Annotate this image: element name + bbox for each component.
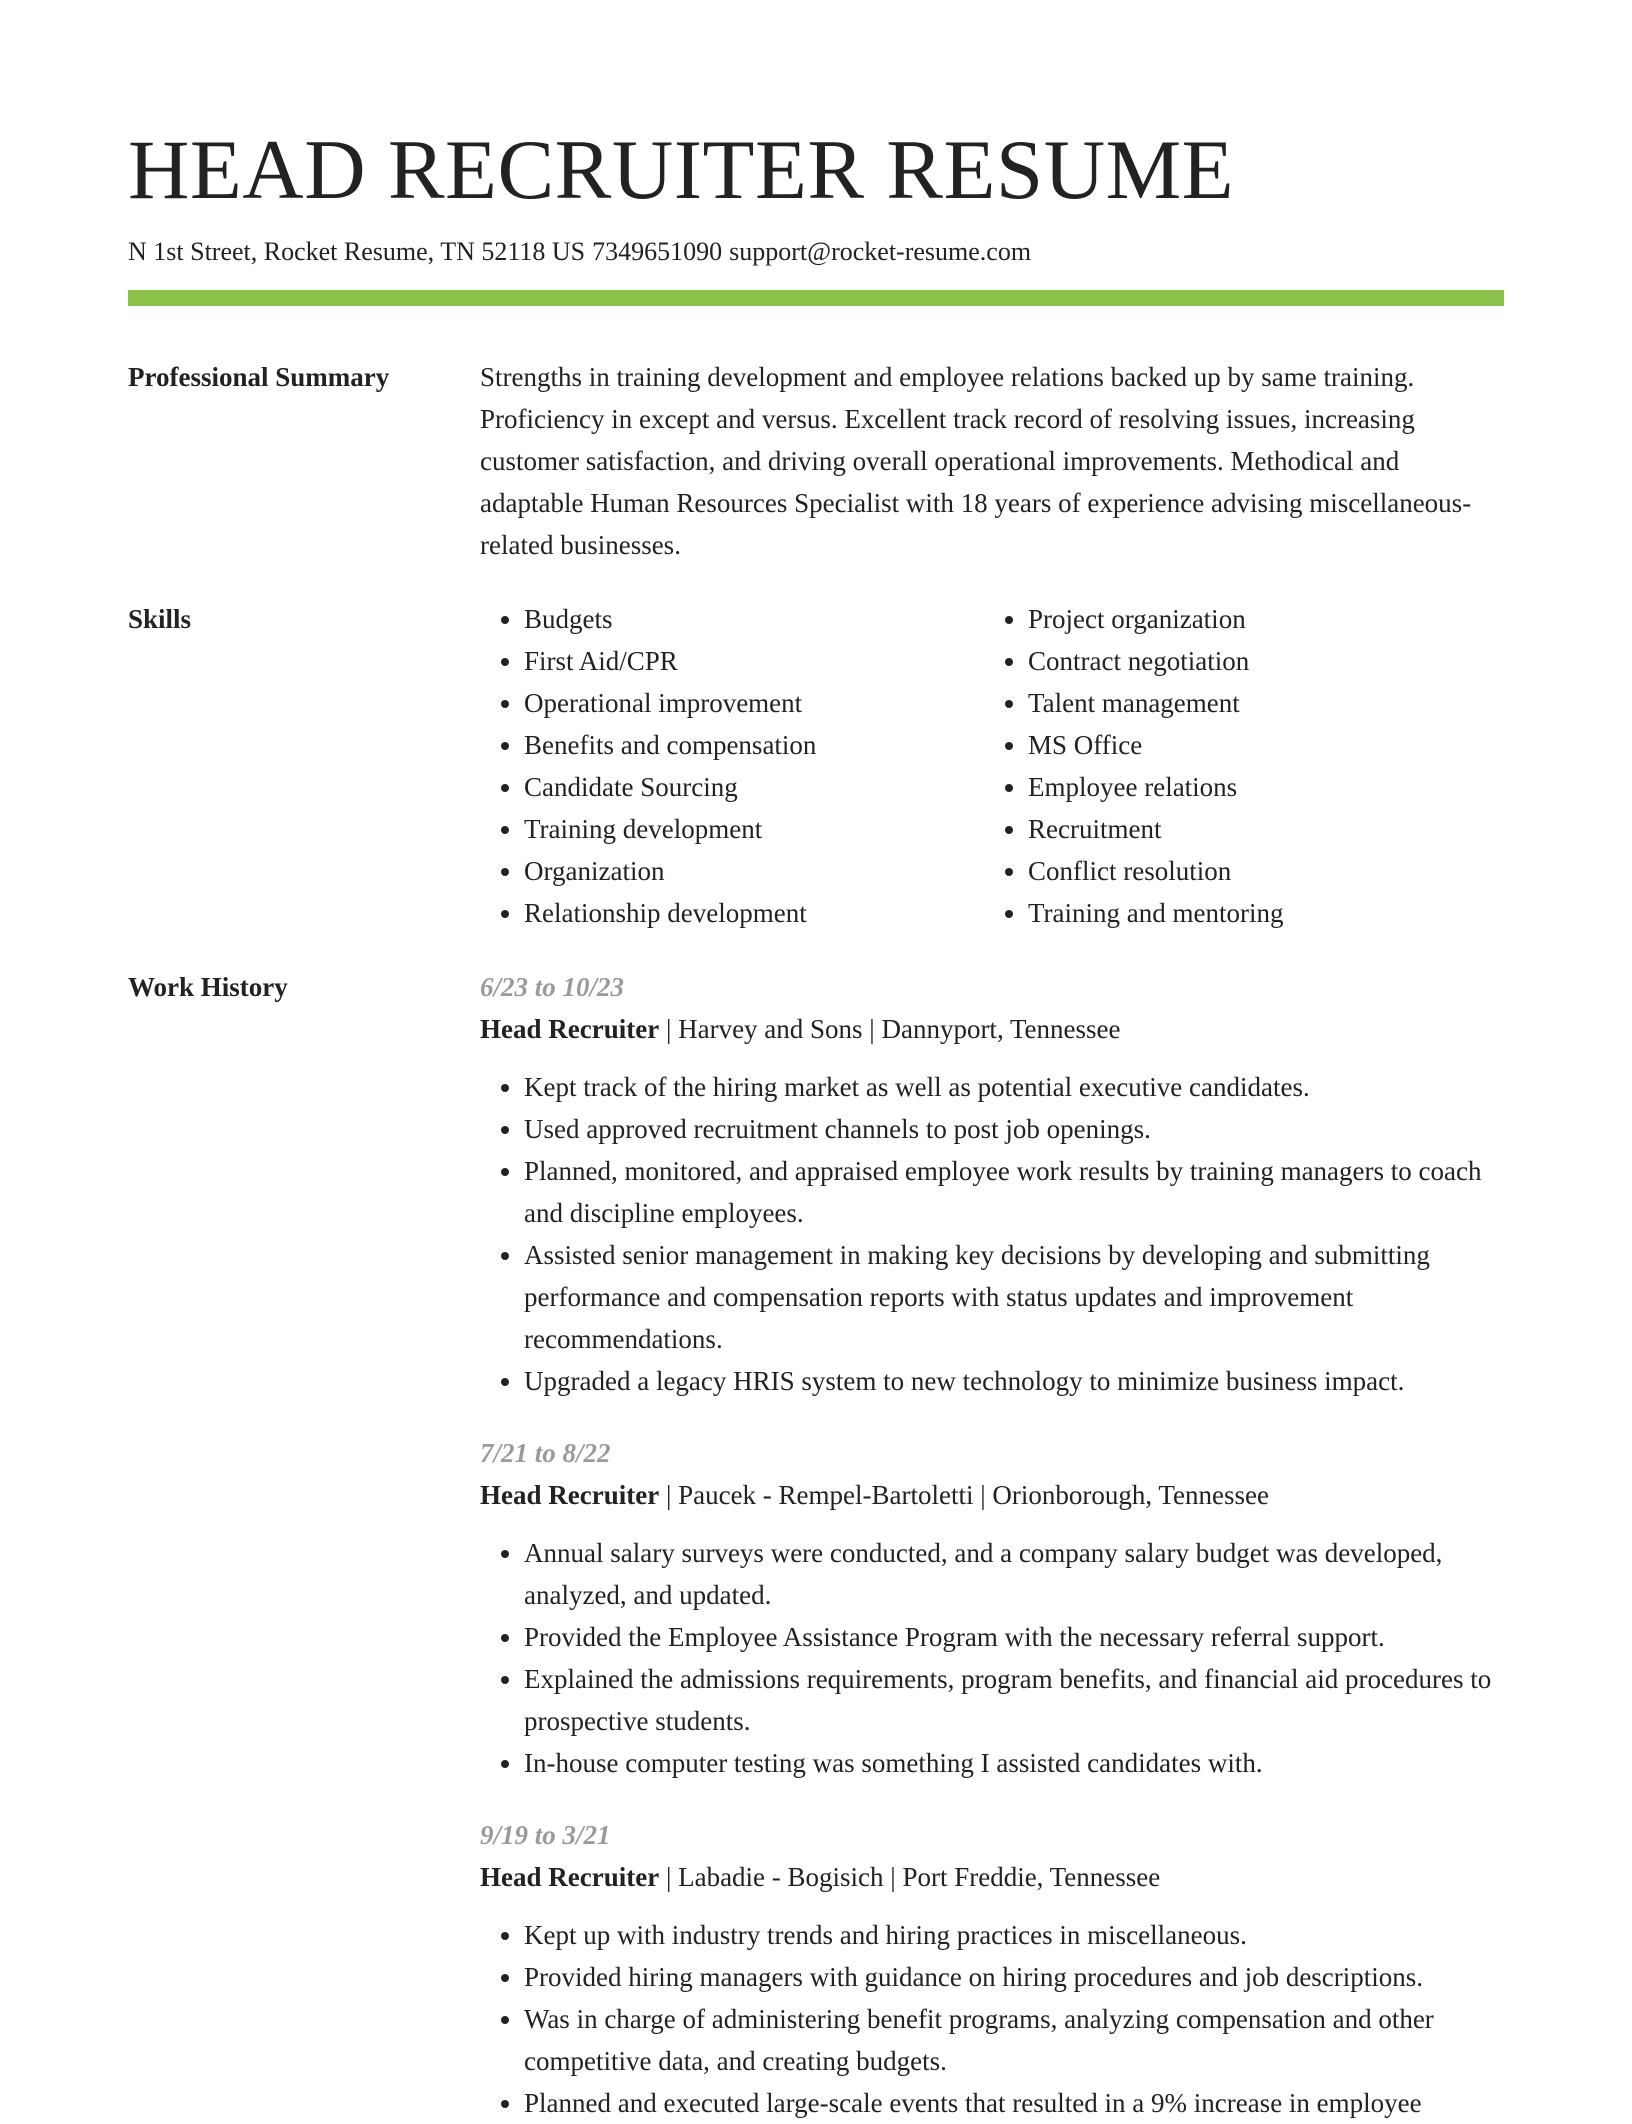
job-bullets: [480, 1066, 1504, 1402]
job-bullet: • Annual salary surveys were conducted, and a company salary budget was developed, analyzed, and updated.: [524, 1532, 1504, 1616]
skill-item: • Organization: [524, 850, 984, 892]
skills-section: [128, 598, 1504, 934]
skill-item: • Budgets: [524, 598, 984, 640]
job-dates: 6/23 to 10/23: [480, 972, 625, 1002]
job-bullet: • Kept up with industry trends and hiring practices in miscellaneous.: [524, 1914, 1504, 1956]
contact-address: N 1st Street, Rocket Resume, TN 52118 US: [128, 237, 586, 266]
skill-item: • Employee relations: [1028, 766, 1284, 808]
resume-title: HEAD RECRUITER RESUME: [128, 123, 1235, 217]
skill-item: • Relationship development: [524, 892, 984, 934]
contact-email: support@rocket-resume.com: [729, 237, 1032, 266]
skill-item: • MS Office: [1028, 724, 1284, 766]
job-bullet: • Planned and executed large-scale events that resulted in a 9% increase in employee: [524, 2082, 1504, 2124]
job-bullets: [480, 1914, 1504, 2124]
skill-item: • Training and mentoring: [1028, 892, 1284, 934]
job-heading: [480, 1008, 1504, 1050]
job-entry: [480, 966, 1504, 1402]
contact-phone: 7349651090: [592, 237, 723, 266]
skill-item: • Operational improvement: [524, 682, 984, 724]
skills-body: [480, 598, 1504, 934]
summary-text: Strengths in training development and employee relations backed up by same training. Proficiency in except and versus. Excellent track record of resolving issues, increasing customer satisfaction, and driving overall operational improvements. Methodical and adaptable Human Resources Specialist with 18 years of experience advising miscellaneous-related businesses.: [480, 362, 1472, 560]
job-title: Head Recruiter: [480, 1480, 660, 1510]
job-details: | Labadie - Bogisich | Port Freddie, Tennessee: [659, 1862, 1161, 1892]
work-history-heading: Work History: [128, 972, 288, 1002]
job-details: | Harvey and Sons | Dannyport, Tennessee: [659, 1014, 1121, 1044]
job-entry: [480, 1814, 1504, 2124]
skill-item: • First Aid/CPR: [524, 640, 984, 682]
job-bullet: • Explained the admissions requirements, program benefits, and financial aid procedures to prospective students.: [524, 1658, 1504, 1742]
skill-item: • Contract negotiation: [1028, 640, 1284, 682]
job-bullet: • Was in charge of administering benefit programs, analyzing compensation and other competitive data, and creating budgets.: [524, 1998, 1504, 2082]
header-divider: [128, 290, 1504, 306]
resume-page: [128, 0, 1504, 2124]
job-bullet: • Planned, monitored, and appraised employee work results by training managers to coach and discipline employees.: [524, 1150, 1504, 1234]
skill-item: • Project organization: [1028, 598, 1284, 640]
skill-item: • Candidate Sourcing: [524, 766, 984, 808]
skill-item: • Recruitment: [1028, 808, 1284, 850]
skills-list-right: [984, 598, 1284, 934]
work-history-section: [128, 966, 1504, 2124]
skill-item: • Talent management: [1028, 682, 1284, 724]
skill-item: • Training development: [524, 808, 984, 850]
work-history-body: [480, 966, 1504, 2124]
skills-columns: [480, 598, 1504, 934]
job-dates: 7/21 to 8/22: [480, 1438, 611, 1468]
job-bullet: • Kept track of the hiring market as well as potential executive candidates.: [524, 1066, 1504, 1108]
summary-heading: Professional Summary: [128, 362, 390, 392]
skill-item: • Benefits and compensation: [524, 724, 984, 766]
job-title: Head Recruiter: [480, 1862, 660, 1892]
job-heading: [480, 1856, 1504, 1898]
job-bullet: • Used approved recruitment channels to post job openings.: [524, 1108, 1504, 1150]
job-heading: [480, 1474, 1504, 1516]
job-entry: [480, 1432, 1504, 1784]
job-dates: 9/19 to 3/21: [480, 1820, 611, 1850]
job-details: | Paucek - Rempel-Bartoletti | Orionborough, Tennessee: [659, 1480, 1269, 1510]
skill-item: • Conflict resolution: [1028, 850, 1284, 892]
job-bullet: • Upgraded a legacy HRIS system to new technology to minimize business impact.: [524, 1360, 1504, 1402]
job-bullet: • Assisted senior management in making key decisions by developing and submitting performance and compensation reports with status updates and improvement recommendations.: [524, 1234, 1504, 1360]
job-bullet: • Provided hiring managers with guidance on hiring procedures and job descriptions.: [524, 1956, 1504, 1998]
skills-list-left: [480, 598, 984, 934]
job-bullet: • In-house computer testing was something I assisted candidates with.: [524, 1742, 1504, 1784]
skills-heading: Skills: [128, 604, 192, 634]
job-bullets: [480, 1532, 1504, 1784]
job-bullet: • Provided the Employee Assistance Program with the necessary referral support.: [524, 1616, 1504, 1658]
contact-line: [128, 234, 1504, 270]
summary-section: [128, 356, 1504, 566]
job-title: Head Recruiter: [480, 1014, 660, 1044]
